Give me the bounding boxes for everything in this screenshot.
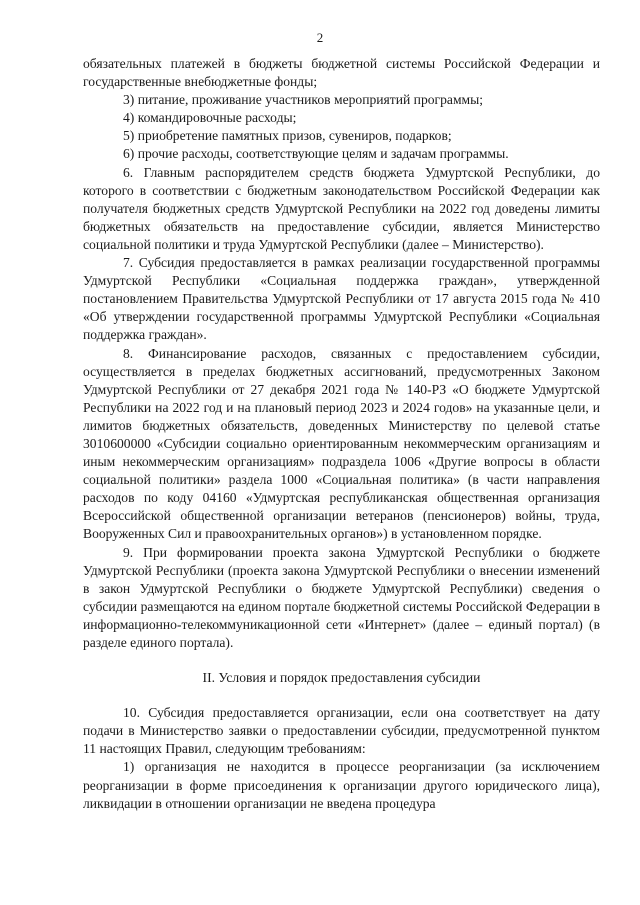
list-item-4: 4) командировочные расходы; [123, 110, 297, 126]
document-body [83, 55, 600, 813]
list-item-6: 6) прочие расходы, соответствующие целям и задачам программы. [123, 146, 509, 162]
paragraph-8: 8. Финансирование расходов, связанных с предоставлением субсидии, осуществляется в пределах бюджетных ассигнований, предусмотренных Законом Удмуртской Республики от 27 декабря 2021 года № 140-РЗ «О бюджете Удмуртской Республики на 2022 год и на плановый период 2023 и 2024 годов» на указанные цели, и лимитов бюджетных обязательств, доведенных Министерству по целевой статье 3010600000 «Субсидии социально ориентированным некоммерческим организациям и иным некоммерческим организациям» подраздела 1006 «Другие вопросы в области социальной политики» раздела 1000 «Социальная политика» (в части направления расходов по коду 04160 «Удмуртская республиканская общественная организация Всероссийской общественной организации ветеранов (пенсионеров) войны, труда, Вооруженных Сил и правоохранительных органов») в установленном порядке. [83, 345, 600, 542]
section-2-title: II. Условия и порядок предоставления субсидии [202, 670, 481, 686]
paragraph-10: 10. Субсидия предоставляется организации, если она соответствует на дату подачи в Министерство заявки о предоставлении субсидии, предусмотренной пунктом 11 настоящих Правил, следующим требованиям: [83, 705, 600, 757]
page-number: 2 [316, 30, 324, 45]
list-item-5: 5) приобретение памятных призов, сувениров, подарков; [123, 128, 452, 144]
paragraph-7: 7. Субсидия предоставляется в рамках реализации государственной программы Удмуртской Республики «Социальная поддержка граждан», утвержденной постановлением Правительства Удмуртской Республики от 17 августа 2015 года № 410 «Об утверждении государственной программы Удмуртской Республики «Социальная поддержка граждан». [83, 255, 600, 343]
paragraph-9: 9. При формировании проекта закона Удмуртской Республики о бюджете Удмуртской Республики (проекта закона Удмуртской Республики о внесении изменений в закон Удмуртской Республики о бюджете Удмуртской Республики) сведения о субсидии размещаются на едином портале бюджетной системы Российской Федерации в информационно-телекоммуникационной сети «Интернет» (далее – единый портал) (в разделе единого портала). [83, 544, 600, 650]
paragraph-10-item-1: 1) организация не находится в процессе реорганизации (за исключением реорганизации в форме присоединения к организации другого юридического лица), ликвидации в отношении организации не введена процедура [83, 759, 600, 811]
list-item-3: 3) питание, проживание участников мероприятий программы; [123, 92, 484, 108]
paragraph-6: 6. Главным распорядителем средств бюджета Удмуртской Республики, до которого в соответствии с бюджетным законодательством Российской Федерации как получателя бюджетных средств Удмуртской Республики на 2022 год доведены лимиты бюджетных обязательств на предоставление субсидии, является Министерство социальной политики и труда Удмуртской Республики (далее – Министерство). [83, 164, 600, 252]
paragraph-continuation: обязательных платежей в бюджеты бюджетной системы Российской Федерации и государственные внебюджетные фонды; [83, 56, 600, 90]
